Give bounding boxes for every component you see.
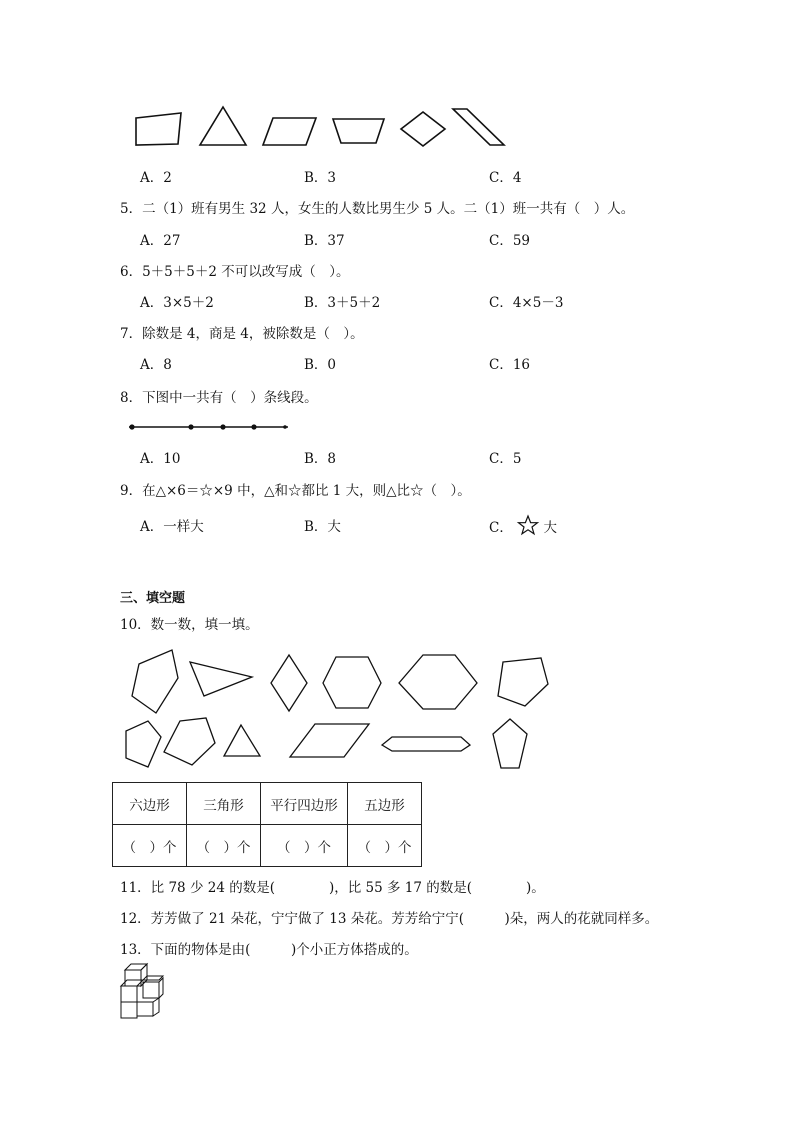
q8-question: 8．下图中一共有（ ）条线段。 <box>120 390 318 406</box>
q11-question: 11．比 78 少 24 的数是( )，比 55 多 17 的数是( )。 <box>120 880 545 896</box>
answer-cell-hexagon[interactable]: （ ）个 <box>113 825 187 867</box>
q9-option-b[interactable]: B．大 <box>304 519 341 535</box>
q13-question: 13．下面的物体是由( )个小正方体搭成的。 <box>120 942 418 958</box>
q6-option-a[interactable]: A．3×5＋2 <box>140 295 214 311</box>
header-triangle: 三角形 <box>187 783 261 825</box>
section-title: 三、填空题 <box>120 591 186 606</box>
q8-option-c[interactable]: C．5 <box>489 451 522 467</box>
q7-option-a[interactable]: A．8 <box>140 357 172 373</box>
q6-question: 6．5＋5＋5＋2 不可以改写成（ ）。 <box>120 264 350 280</box>
answer-cell-triangle[interactable]: （ ）个 <box>187 825 261 867</box>
q10-question: 10．数一数，填一填。 <box>120 617 259 633</box>
q7-option-c[interactable]: C．16 <box>489 357 531 373</box>
q5-option-c[interactable]: C．59 <box>489 233 531 249</box>
q5-option-b[interactable]: B．37 <box>304 233 345 249</box>
header-parallelogram: 平行四边形 <box>261 783 348 825</box>
q8-option-a[interactable]: A．10 <box>140 451 181 467</box>
q8-option-b[interactable]: B．8 <box>304 451 337 467</box>
q5-option-a[interactable]: A．27 <box>140 233 181 249</box>
answer-cell-parallelogram[interactable]: （ ）个 <box>261 825 348 867</box>
q6-option-c[interactable]: C．4×5－3 <box>489 295 564 311</box>
q5-question: 5．二（1）班有男生 32 人，女生的人数比男生少 5 人。二（1）班一共有（ ）人。 <box>120 201 635 217</box>
q7-question: 7．除数是 4，商是 4，被除数是（ ）。 <box>120 326 364 342</box>
q4-option-b[interactable]: B．3 <box>304 170 337 186</box>
q4-option-a[interactable]: A．2 <box>140 170 172 186</box>
q9-option-c-text: 大 <box>543 520 557 536</box>
header-hexagon: 六边形 <box>113 783 187 825</box>
q9-option-c-label: C． <box>489 520 513 536</box>
answer-cell-pentagon[interactable]: （ ）个 <box>348 825 422 867</box>
q4-option-c[interactable]: C．4 <box>489 170 522 186</box>
q7-option-b[interactable]: B．0 <box>304 357 337 373</box>
q12-question: 12．芳芳做了 21 朵花，宁宁做了 13 朵花。芳芳给宁宁( )朵，两人的花就同样多。 <box>120 911 659 927</box>
header-pentagon: 五边形 <box>348 783 422 825</box>
q6-option-b[interactable]: B．3＋5＋2 <box>304 295 381 311</box>
q9-option-a[interactable]: A．一样大 <box>140 519 204 535</box>
q9-question: 9．在△×6＝☆×9 中，△和☆都比 1 大，则△比☆（ ）。 <box>120 483 471 499</box>
